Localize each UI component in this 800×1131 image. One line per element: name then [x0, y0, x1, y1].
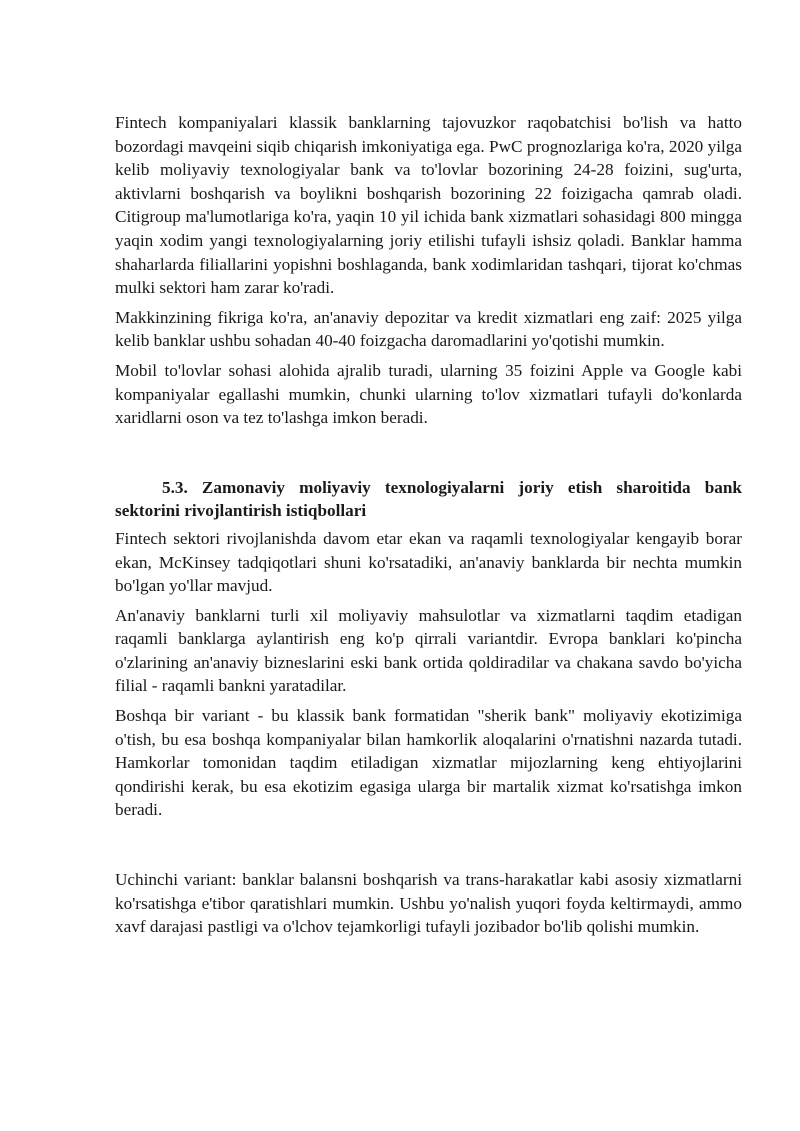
paragraph-digital-banks: An'anaviy banklarni turli xil moliyaviy mahsulotlar va xizmatlarni taqdim etadigan raqamli banklarga aylantirish eng ko'p qirrali variantdir. Evropa banklari ko'pincha o'zlarining an'anaviy bizneslarini eski bank ortida qoldiradilar va chakana savdo bo'yicha filial - raqamli bankni yaratadilar. [115, 605, 742, 696]
paragraph-third-variant: Uchinchi variant: banklar balansni boshqarish va trans-harakatlar kabi asosiy xizmatlarni ko'rsatishga e'tibor qaratishlari mumkin. Ushbu yo'nalish yuqori foyda keltirmaydi, ammo xavf darajasi pastligi va o'lchov tejamkorligi tufayli jozibador bo'lib qolishi mumkin. [115, 870, 742, 937]
paragraph-mckinsey-deposits: Makkinzining fikriga ko'ra, an'anaviy depozitar va kredit xizmatlari eng zaif: 2025 yilga kelib banklar ushbu sohadan 40-40 foizgacha daromadlarini yo'qotishi mumkin. [115, 307, 742, 351]
document-body [115, 111, 742, 939]
paragraph-partner-bank: Boshqa bir variant - bu klassik bank formatidan "sherik bank" moliyaviy ekotizimiga o'tish, bu esa boshqa kompaniyalar bilan hamkorlik aloqalarini o'rnatishni nazarda tutadi. Hamkorlar tomonidan taqdim etiladigan xizmatlar mijozlarning keng ehtiyojlarini qondirishi kerak, bu esa ekotizim egasiga ularga bir martalik xizmat ko'rsatishga imkon beradi. [115, 706, 742, 820]
paragraph-mobile-payments: Mobil to'lovlar sohasi alohida ajralib turadi, ularning 35 foizini Apple va Google kabi kompaniyalar egallashi mumkin, chunki ularning to'lov xizmatlari tufayli do'konlarda xaridlarni oson va tez to'lashga imkon beradi. [115, 360, 742, 428]
paragraph-fintech-development: Fintech sektori rivojlanishda davom etar ekan va raqamli texnologiyalar kengayib borar ekan, McKinsey tadqiqotlari shuni ko'rsatadiki, an'anaviy banklarda bir nechta mumkin bo'lgan yo'llar mavjud. [115, 528, 742, 596]
paragraph-fintech-competition: Fintech kompaniyalari klassik banklarning tajovuzkor raqobatchisi bo'lish va hatto bozordagi mavqeini siqib chiqarish imkoniyatiga ega. PwC prognozlariga ko'ra, 2020 yilga kelib moliyaviy texnologiyalar bank va to'lovlar bozorining 24-28 foizini, sug'urta, aktivlarni boshqarish va boylikni boshqarish bozorining 22 foizigacha qamrab oladi. Citigroup ma'lumotlariga ko'ra, yaqin 10 yil ichida bank xizmatlari sohasidagi 800 mingga yaqin xodim yangi texnologiyalarning joriy etilishi tufayli ishsiz qoladi. Banklar hamma shaharlarda filiallarini yopishni boshlaganda, bank xodimlaridan tashqari, tijorat ko'chmas mulki sektori ham zarar ko'radi. [115, 113, 742, 298]
section-heading: 5.3. Zamonaviy moliyaviy texnologiyalarni joriy etish sharoitida bank sektorini rivojlantirish istiqbollari [115, 477, 742, 521]
